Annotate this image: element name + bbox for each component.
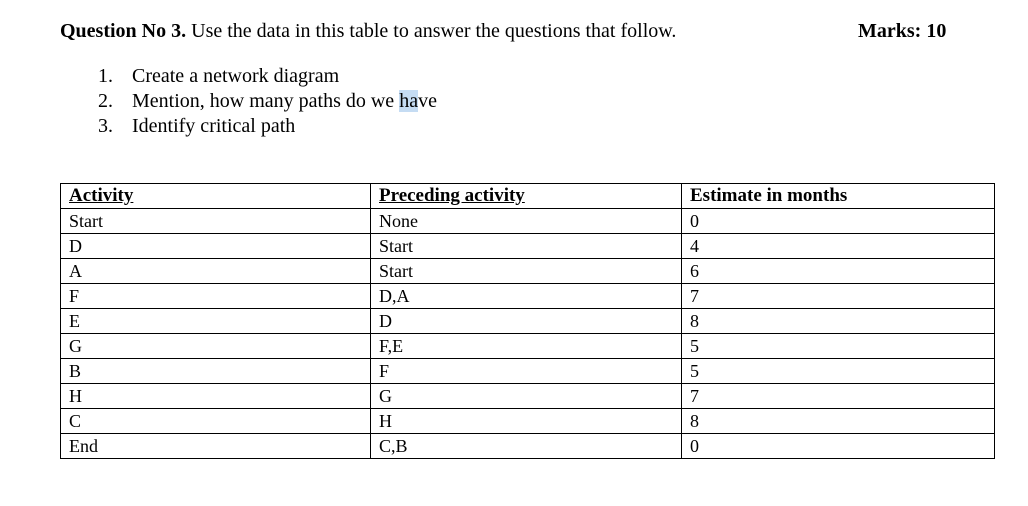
cell-activity: E: [61, 309, 371, 334]
table-row: [61, 209, 995, 234]
cell-activity: F: [61, 284, 371, 309]
cell-activity: G: [61, 334, 371, 359]
text-selection-highlight: ha: [399, 90, 419, 112]
cell-preceding: G: [371, 384, 682, 409]
cell-activity: H: [61, 384, 371, 409]
task-number: 2.: [98, 90, 113, 112]
cell-estimate: 6: [682, 259, 995, 284]
table-row: [61, 284, 995, 309]
task-number: 3.: [98, 115, 113, 137]
activity-table: [60, 183, 995, 459]
header-estimate: Estimate in months: [682, 184, 995, 209]
cell-preceding: Start: [371, 234, 682, 259]
task-text: Identify critical path: [132, 115, 296, 137]
task-text: Create a network diagram: [132, 65, 340, 87]
cell-preceding: F,E: [371, 334, 682, 359]
table-row: [61, 359, 995, 384]
task-item: [98, 114, 437, 139]
cell-preceding: C,B: [371, 434, 682, 459]
cell-preceding: D: [371, 309, 682, 334]
cell-activity: B: [61, 359, 371, 384]
cell-estimate: 5: [682, 359, 995, 384]
cell-activity: D: [61, 234, 371, 259]
table-row: [61, 384, 995, 409]
table-row: [61, 334, 995, 359]
table-row: [61, 259, 995, 284]
cell-estimate: 4: [682, 234, 995, 259]
cell-estimate: 7: [682, 384, 995, 409]
task-item: [98, 89, 437, 114]
cell-preceding: Start: [371, 259, 682, 284]
table-row: [61, 234, 995, 259]
cell-estimate: 0: [682, 434, 995, 459]
cell-activity: End: [61, 434, 371, 459]
cell-estimate: 8: [682, 309, 995, 334]
table-header-row: [61, 184, 995, 209]
cell-preceding: H: [371, 409, 682, 434]
task-list: [98, 64, 437, 139]
task-text: Mention, how many paths do we have: [132, 90, 437, 112]
cell-activity: Start: [61, 209, 371, 234]
cell-estimate: 0: [682, 209, 995, 234]
question-text: Use the data in this table to answer the questions that follow.: [186, 20, 677, 42]
marks-label: Marks: 10: [858, 20, 947, 42]
task-number: 1.: [98, 65, 113, 87]
question-label: Question No 3.: [60, 20, 187, 42]
cell-preceding: D,A: [371, 284, 682, 309]
cell-activity: A: [61, 259, 371, 284]
cell-estimate: 5: [682, 334, 995, 359]
table-row: [61, 434, 995, 459]
table-row: [61, 309, 995, 334]
cell-preceding: None: [371, 209, 682, 234]
task-item: [98, 64, 437, 89]
header-activity: Activity: [61, 184, 371, 209]
cell-estimate: 7: [682, 284, 995, 309]
table-body: [61, 209, 995, 459]
cell-preceding: F: [371, 359, 682, 384]
header-preceding-activity: Preceding activity: [371, 184, 682, 209]
cell-estimate: 8: [682, 409, 995, 434]
table-row: [61, 409, 995, 434]
cell-activity: C: [61, 409, 371, 434]
question-heading: [60, 18, 960, 44]
